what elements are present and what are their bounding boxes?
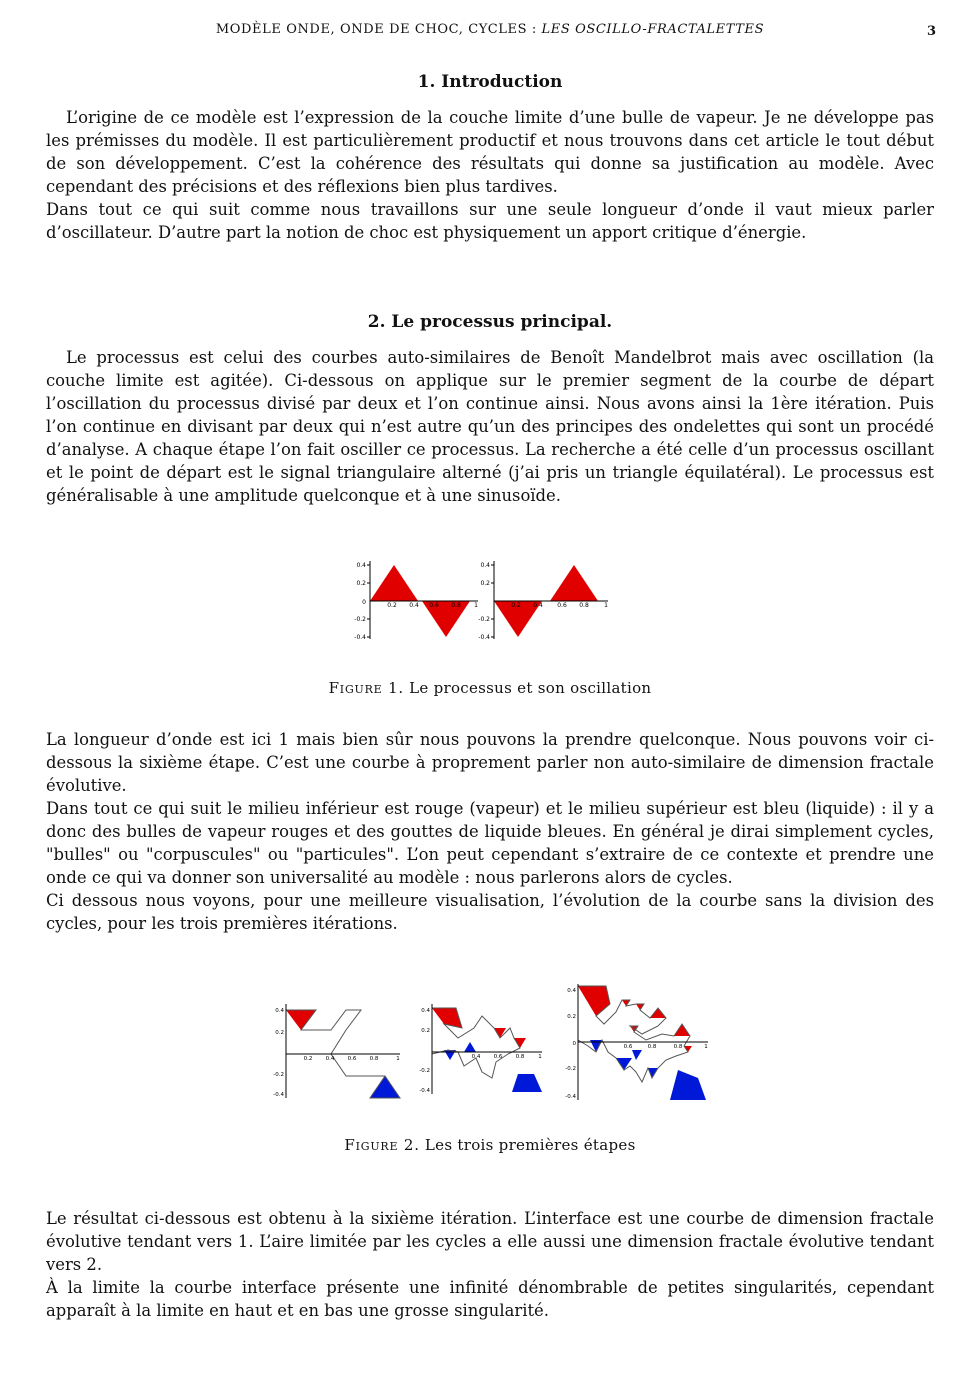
- running-title-italic: LES OSCILLO-FRACTALETTES: [541, 22, 765, 37]
- y-tick-label: 0.2: [567, 1014, 576, 1020]
- x-tick-label: 0.4: [325, 1056, 335, 1062]
- resultat-body: [46, 1207, 934, 1322]
- y-tick-label: 0.4: [356, 562, 366, 569]
- figure-1-panel-oscillation: [478, 561, 608, 641]
- processus-body: [46, 346, 934, 507]
- paragraph: La longueur d’onde est ici 1 mais bien sûr nous pouvons la prendre quelconque. Nous pouvons voir ci-dessous la sixième étape. C’est une courbe à proprement parler non auto-similaire de dimension fractale évolutive.: [46, 730, 934, 795]
- figure-2-plots: [270, 982, 720, 1104]
- x-tick-label: 0.8: [579, 602, 589, 609]
- y-tick-label: 0.4: [480, 562, 490, 569]
- introduction-body: [46, 106, 934, 244]
- y-tick-label: 0.2: [480, 580, 490, 587]
- x-tick-label: 0.6: [623, 1044, 633, 1050]
- x-tick-label: 1: [538, 1054, 542, 1060]
- longueur-onde-body: [46, 728, 934, 935]
- caption-text: Les trois premières étapes: [424, 1136, 636, 1154]
- running-header: [0, 22, 980, 37]
- x-tick-label: 0.6: [429, 602, 439, 609]
- y-tick-label: 0.2: [275, 1030, 284, 1036]
- paragraph: À la limite la courbe interface présente une infinité dénombrable de petites singularités, cependant apparaît à la limite en haut et en bas une grosse singularité.: [46, 1278, 934, 1320]
- y-tick-label: -0.4: [273, 1092, 284, 1098]
- x-tick-label: 0.2: [387, 602, 397, 609]
- red-triangle: [514, 1038, 526, 1048]
- x-tick-label: 0.6: [347, 1056, 357, 1062]
- paragraph: Dans tout ce qui suit comme nous travaillons sur une seule longueur d’onde il vaut mieux parler d’oscillateur. D’autre part la notion de choc est physiquement un apport critique d’énergie.: [46, 200, 934, 242]
- x-tick-label: 0.8: [369, 1056, 379, 1062]
- red-triangle: [578, 986, 610, 1016]
- page-number: 3: [926, 24, 936, 39]
- red-triangle: [494, 1028, 506, 1038]
- blue-triangle: [512, 1074, 542, 1092]
- x-tick-label: 0.8: [673, 1044, 683, 1050]
- origin-label: 0: [572, 1041, 576, 1047]
- y-tick-label: -0.2: [354, 616, 366, 623]
- running-title: MODÈLE ONDE, ONDE DE CHOC, CYCLES :: [215, 22, 542, 37]
- y-tick-label: 0.4: [421, 1008, 430, 1014]
- blue-triangle: [616, 1058, 632, 1070]
- x-tick-label: 1: [396, 1056, 400, 1062]
- paragraph: Ci dessous nous voyons, pour une meilleure visualisation, l’évolution de la courbe sans la division des cycles, pour les trois premières itérations.: [46, 891, 934, 933]
- x-tick-label: 0.8: [515, 1054, 525, 1060]
- x-tick-label: 0.4: [409, 602, 419, 609]
- paragraph: L’origine de ce modèle est l’expression de la couche limite d’une bulle de vapeur. Je ne développe pas les prémisses du modèle. Il est particulièrement productif et nous trouvons dans cet article le tout début de son développement. C’est la cohérence des résultats qui donne sa justification au modèle. Avec cependant des précisions et des réflexions bien plus tardives.: [46, 108, 934, 196]
- y-tick-label: -0.4: [354, 634, 366, 641]
- red-triangle: [674, 1024, 690, 1036]
- x-tick-label: 0.6: [493, 1054, 503, 1060]
- blue-triangle: [370, 1076, 400, 1098]
- y-tick-label: 0.2: [421, 1028, 430, 1034]
- y-tick-label: -0.2: [565, 1066, 576, 1072]
- x-tick-label: 0.4: [471, 1054, 481, 1060]
- figure-2-caption: [0, 1136, 980, 1154]
- x-tick-label: 0.8: [451, 602, 461, 609]
- x-tick-label: 0.2: [303, 1056, 313, 1062]
- y-tick-label: -0.2: [273, 1072, 284, 1078]
- blue-triangle: [632, 1050, 642, 1060]
- x-tick-label: 0.6: [557, 602, 567, 609]
- figure-1-caption: [0, 679, 980, 697]
- caption-label: Figure 2.: [344, 1136, 420, 1154]
- caption-label: Figure 1.: [328, 679, 404, 697]
- section-title-introduction: 1. Introduction: [417, 72, 563, 92]
- y-tick-label: 0.4: [567, 988, 576, 994]
- blue-triangle: [670, 1070, 706, 1100]
- caption-text: Le processus et son oscillation: [409, 679, 652, 697]
- red-triangle: [370, 565, 418, 601]
- x-tick-label: 0.2: [511, 602, 521, 609]
- red-triangle: [650, 1008, 666, 1018]
- y-tick-label: -0.2: [478, 616, 490, 623]
- red-triangle: [286, 1010, 316, 1030]
- x-tick-label: 1: [704, 1044, 708, 1050]
- figure-1-panel-process: [354, 561, 478, 641]
- figure-2-panel-iteration-1: [273, 1004, 400, 1098]
- paragraph: Dans tout ce qui suit le milieu inférieur est rouge (vapeur) et le milieu supérieur est bleu (liquide) : il y a donc des bulles de vapeur rouges et des gouttes de liquide bleues. En général je dirai simplement cycles, "bulles" ou "corpuscules" ou "particules". L’on peut cependant s’extraire de ce contexte et prendre une onde ce qui va donner son universalité au modèle : nous parlerons alors de cycles.: [46, 799, 934, 887]
- paragraph: Le résultat ci-dessous est obtenu à la sixième itération. L’interface est une courbe de dimension fractale évolutive tendant vers 1. L’aire limitée par les cycles a elle aussi une dimension fractale évolutive tendant vers 2.: [46, 1209, 934, 1274]
- x-tick-label: 0.8: [647, 1044, 657, 1050]
- y-tick-label: -0.4: [565, 1094, 576, 1100]
- blue-triangle: [464, 1042, 476, 1052]
- y-tick-label: 0.2: [356, 580, 366, 587]
- red-triangle: [550, 565, 598, 601]
- paragraph: Le processus est celui des courbes auto-similaires de Benoît Mandelbrot mais avec oscillation (la couche limite est agitée). Ci-dessous on applique sur le premier segment de la courbe de départ l’oscillation du processus divisé par deux et l’on continue ainsi. Nous avons ainsi la 1ère itération. Puis l’on continue en divisant par deux qui n’est autre qu’un des principes des ondelettes qui sont un procédé d’analyse. A chaque étape l’on fait osciller ce processus. La recherche a été celle d’un processus oscillant et le point de départ est le signal triangulaire alterné (j’ai pris un triangle équilatéral). Le processus est généralisable à une amplitude quelconque et à une sinusoïde.: [46, 348, 934, 505]
- origin-label: 0: [362, 599, 366, 606]
- figure-2-panel-iteration-2: [419, 1004, 542, 1094]
- x-tick-label: 1: [604, 602, 608, 609]
- figure-2-panel-iteration-3: [565, 984, 708, 1100]
- y-tick-label: -0.4: [419, 1088, 430, 1094]
- y-tick-label: -0.4: [478, 634, 490, 641]
- figure-1-plots: [350, 555, 620, 645]
- x-tick-label: 0.4: [533, 602, 543, 609]
- y-tick-label: -0.2: [419, 1068, 430, 1074]
- section-title-processus: 2. Le processus principal.: [367, 312, 613, 332]
- y-tick-label: 0.4: [275, 1008, 284, 1014]
- x-tick-label: 1: [474, 602, 478, 609]
